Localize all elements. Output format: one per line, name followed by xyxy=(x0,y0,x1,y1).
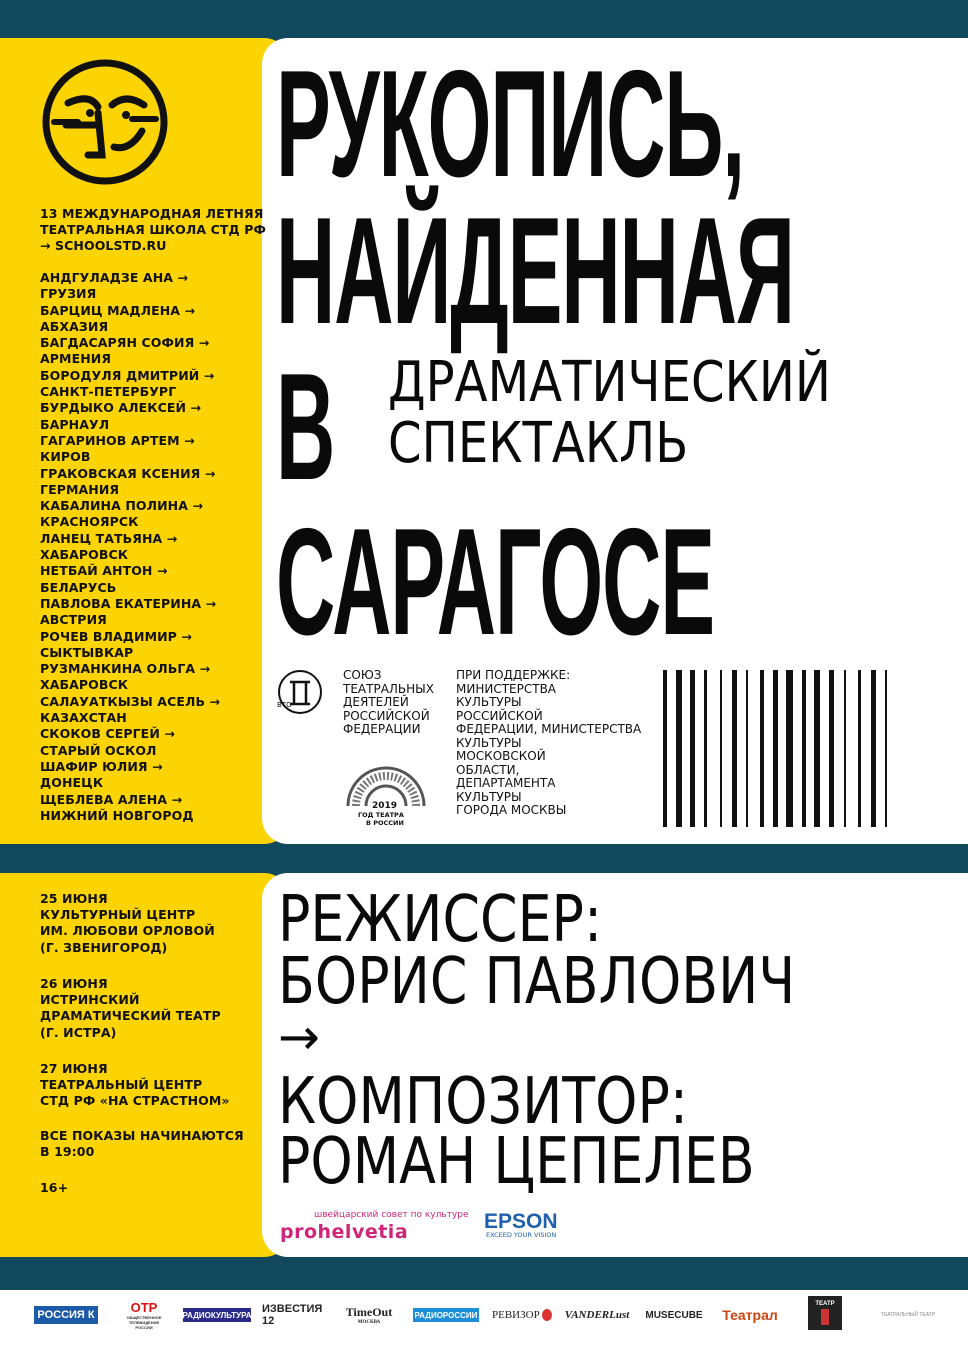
media-logo-label: TimeOut xyxy=(345,1305,393,1319)
participant-place: КАЗАХСТАН xyxy=(40,710,127,726)
school-logo-icon xyxy=(38,55,172,189)
show-venue-2: ИСТРИНСКИЙ ДРАМАТИЧЕСКИЙ ТЕАТР (Г. ИСТРА) xyxy=(40,992,221,1040)
participants-list xyxy=(40,270,260,824)
participant-place: САНКТ-ПЕТЕРБУРГ xyxy=(40,384,177,400)
media-logo-label: РОССИЯ К xyxy=(37,1309,95,1321)
media-logo-label: MUSECUBE xyxy=(645,1309,703,1321)
genre-line-2: СПЕКТАКЛЬ xyxy=(388,411,689,476)
barcode-bar xyxy=(871,670,876,827)
barcode-bar xyxy=(663,670,667,827)
epson-logo: EPSON xyxy=(484,1210,558,1233)
participant-name: КАБАЛИНА ПОЛИНА → xyxy=(40,498,204,514)
participant-item xyxy=(40,531,260,564)
participant-name: ЩЕБЛЕВА АЛЕНА → xyxy=(40,791,183,807)
media-logo-revizor xyxy=(492,1300,552,1330)
participant-name: ГРАКОВСКАЯ КСЕНИЯ → xyxy=(40,465,216,481)
barcode-bar xyxy=(844,670,846,827)
media-logo-label: ТЕАТР xyxy=(815,1301,835,1307)
participant-item xyxy=(40,368,260,401)
prohelvetia-logo: prohelvetia xyxy=(280,1221,409,1243)
media-logo-label: Театрал xyxy=(722,1307,778,1323)
show-date-2: 26 ИЮНЯ xyxy=(40,976,108,991)
participant-item xyxy=(40,335,260,368)
support-text: ПРИ ПОДДЕРЖКЕ: МИНИСТЕРСТВА КУЛЬТУРЫ РОССИЙСКОЙ ФЕДЕРАЦИИ, МИНИСТЕРСТВА КУЛЬТУРЫ МОСКОВСКОЙ ОБЛАСТИ, ДЕПАРТАМЕНТА КУЛЬТУРЫ ГОРОДА МОСКВЫ xyxy=(456,668,642,817)
media-logo-teatralny-teatr xyxy=(868,1300,948,1330)
composer-role: КОМПОЗИТОР: xyxy=(278,1065,688,1139)
participant-place: БЕЛАРУСЬ xyxy=(40,579,117,595)
media-logo-teatr xyxy=(808,1296,842,1330)
media-logo-musecube xyxy=(640,1300,708,1330)
participant-place: КРАСНОЯРСК xyxy=(40,514,139,530)
barcode-graphic xyxy=(663,670,949,827)
std-logo-label: ВТО xyxy=(277,701,292,709)
barcode-bar xyxy=(885,670,887,827)
prohelvetia-caption: швейцарский совет по культуре xyxy=(314,1210,469,1220)
media-logo-sub: МОСКВА xyxy=(357,1320,381,1325)
participant-name: ШАФИР ЮЛИЯ → xyxy=(40,758,163,774)
media-logo-russia-k xyxy=(34,1306,98,1324)
participant-place: АБХАЗИЯ xyxy=(40,318,109,334)
participant-place: ХАБАРОВСК xyxy=(40,547,129,563)
participant-item xyxy=(40,759,260,792)
school-line-1: 13 МЕЖДУНАРОДНАЯ ЛЕТНЯЯ xyxy=(40,206,264,221)
barcode-bar xyxy=(676,670,682,827)
participant-place: ГЕРМАНИЯ xyxy=(40,481,120,497)
participant-item xyxy=(40,498,260,531)
media-logo-label: РЕВИЗОР xyxy=(492,1309,540,1321)
media-logo-label: РАДИОКУЛЬТУРА xyxy=(182,1310,252,1320)
media-logo-otr xyxy=(118,1300,170,1330)
participant-item xyxy=(40,563,260,596)
participant-place: АВСТРИЯ xyxy=(40,612,107,628)
media-logo-izvestia xyxy=(262,1300,326,1330)
participant-name: БОРОДУЛЯ ДМИТРИЙ → xyxy=(40,367,215,383)
media-logo-label: VANDERLust xyxy=(564,1309,630,1321)
show-date-3: 27 ИЮНЯ xyxy=(40,1061,108,1076)
participant-place: СТАРЫЙ ОСКОЛ xyxy=(40,742,157,758)
year-caption-1: ГОД ТЕАТРА xyxy=(358,811,404,819)
participant-name: НЕТБАЙ АНТОН → xyxy=(40,563,168,579)
participant-name: ПАВЛОВА ЕКАТЕРИНА → xyxy=(40,595,217,611)
participant-name: АНДГУЛАДЗЕ АНА → xyxy=(40,270,189,285)
media-logo-radio-kultura xyxy=(183,1308,251,1322)
media-logo-vanderlust xyxy=(563,1300,631,1330)
barcode-bar xyxy=(732,670,737,827)
composer-name: РОМАН ЦЕПЕЛЕВ xyxy=(278,1125,755,1199)
director-role: РЕЖИССЕР: xyxy=(278,883,603,957)
participant-item xyxy=(40,270,260,303)
teatr-accent-icon xyxy=(821,1309,829,1325)
title-line-3: В xyxy=(276,342,335,512)
participant-place: ХАБАРОВСК xyxy=(40,677,129,693)
media-logo-teatral xyxy=(720,1300,780,1330)
participant-item xyxy=(40,792,260,825)
media-logo-sub: ОБЩЕСТВЕННОЕ ТЕЛЕВИДЕНИЕ РОССИИ xyxy=(126,1315,162,1330)
year-caption-2: В РОССИИ xyxy=(366,819,404,827)
participant-place: БАРНАУЛ xyxy=(40,416,110,432)
year-label: 2019 xyxy=(372,801,398,811)
barcode-bar xyxy=(773,670,778,827)
participant-place: ДОНЕЦК xyxy=(40,775,104,791)
participant-item xyxy=(40,694,260,727)
participant-place: ГРУЗИЯ xyxy=(40,286,97,302)
participant-item xyxy=(40,466,260,499)
revizor-mark-icon xyxy=(542,1309,552,1321)
participant-name: ГАГАРИНОВ АРТЕМ → xyxy=(40,432,195,448)
barcode-bar xyxy=(690,670,695,827)
barcode-bar xyxy=(786,670,793,827)
participant-name: РОЧЕВ ВЛАДИМИР → xyxy=(40,628,192,644)
participant-name: СКОКОВ СЕРГЕЙ → xyxy=(40,726,175,742)
std-name: СОЮЗ ТЕАТРАЛЬНЫХ ДЕЯТЕЛЕЙ РОССИЙСКОЙ ФЕДЕРАЦИИ xyxy=(343,668,434,736)
barcode-bar xyxy=(829,670,834,827)
participant-item xyxy=(40,303,260,336)
media-logo-label: ИЗВЕСТИЯ 12 xyxy=(262,1303,323,1327)
epson-tagline: EXCEED YOUR VISION xyxy=(486,1231,557,1239)
genre-line-1: ДРАМАТИЧЕСКИЙ xyxy=(388,350,831,415)
title-line-1: РУКОПИСЬ, xyxy=(276,39,745,209)
show-venue-3: ТЕАТРАЛЬНЫЙ ЦЕНТР СТД РФ «НА СТРАСТНОМ» xyxy=(40,1077,230,1109)
age-rating: 16+ xyxy=(40,1180,69,1195)
barcode-bar xyxy=(802,670,806,827)
barcode-bar xyxy=(720,670,722,827)
media-logo-label: ТЕАТРАЛЬНЫЙ ТЕАТР xyxy=(880,1312,936,1318)
title-line-4: САРАГОСЕ xyxy=(276,497,714,667)
media-logo-label: РАДИОРОССИИ xyxy=(414,1310,478,1320)
show-date-1: 25 ИЮНЯ xyxy=(40,891,108,906)
media-logo-timeout xyxy=(344,1300,394,1330)
show-venue-1: КУЛЬТУРНЫЙ ЦЕНТР ИМ. ЛЮБОВИ ОРЛОВОЙ (Г. ЗВЕНИГОРОД) xyxy=(40,907,215,955)
barcode-bar xyxy=(858,670,861,827)
participant-name: БАГДАСАРЯН СОФИЯ → xyxy=(40,335,210,351)
participant-item xyxy=(40,400,260,433)
participant-name: РУЗМАНКИНА ОЛЬГА → xyxy=(40,661,211,677)
start-time-note: ВСЕ ПОКАЗЫ НАЧИНАЮТСЯ В 19:00 xyxy=(40,1128,244,1160)
participant-place: АРМЕНИЯ xyxy=(40,351,112,367)
participant-name: БАРЦИЦ МАДЛЕНА → xyxy=(40,302,196,318)
barcode-bar xyxy=(760,670,764,827)
participant-name: ЛАНЕЦ ТАТЬЯНА → xyxy=(40,530,178,546)
barcode-bar xyxy=(746,670,748,827)
participant-item xyxy=(40,726,260,759)
barcode-bar xyxy=(814,670,820,827)
media-logo-radio-rossii xyxy=(413,1308,479,1322)
participant-item xyxy=(40,629,260,662)
credits-arrow: → xyxy=(278,1008,320,1066)
school-website-link[interactable]: → SCHOOLSTD.RU xyxy=(40,238,167,253)
school-line-2: ТЕАТРАЛЬНАЯ ШКОЛА СТД РФ xyxy=(40,222,266,237)
participant-item xyxy=(40,596,260,629)
participant-place: НИЖНИЙ НОВГОРОД xyxy=(40,807,194,823)
participant-name: БУРДЫКО АЛЕКСЕЙ → xyxy=(40,400,202,416)
participant-name: САЛАУАТКЫЗЫ АСЕЛЬ → xyxy=(40,693,221,709)
director-name: БОРИС ПАВЛОВИЧ xyxy=(278,945,796,1019)
participant-place: КИРОВ xyxy=(40,449,91,465)
media-logo-label: ОТР xyxy=(130,1300,158,1315)
barcode-bar xyxy=(704,670,707,827)
participant-place: СЫКТЫВКАР xyxy=(40,644,134,660)
title-line-2: НАЙДЕННАЯ xyxy=(276,186,794,356)
participant-item xyxy=(40,661,260,694)
participant-item xyxy=(40,433,260,466)
